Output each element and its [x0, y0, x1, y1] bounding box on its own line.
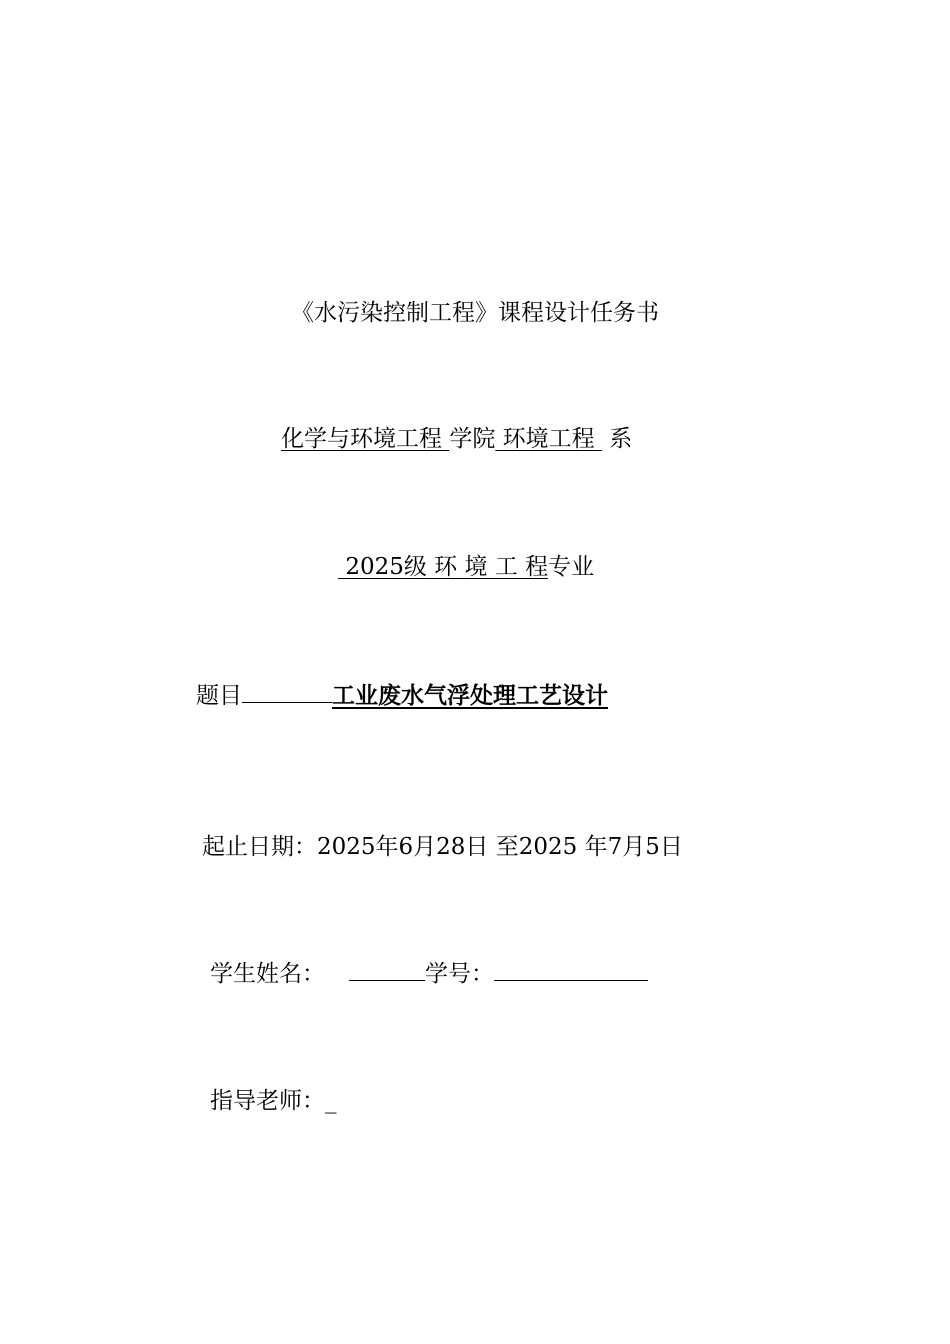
dept-gap-right	[595, 426, 602, 452]
advisor-label: 指导老师：	[210, 1088, 325, 1114]
major-line	[338, 552, 594, 582]
college-suffix: 学院	[449, 426, 496, 452]
date-end: 2025 年7月5日	[518, 834, 683, 860]
dates-label: 起止日期：	[202, 834, 317, 860]
student-id-label: 学号：	[425, 961, 494, 987]
topic-line	[196, 680, 608, 710]
dates-space	[488, 834, 495, 860]
topic-value: 工业废水气浮处理工艺设计	[332, 683, 608, 709]
department-line	[281, 424, 632, 454]
student-name-label: 学生姓名：	[210, 961, 325, 987]
topic-label: 题目	[196, 683, 242, 709]
grade-suffix: 级	[403, 554, 427, 580]
grade-year: 2025	[345, 554, 404, 580]
document-title: 《水污染控制工程》课程设计任务书	[291, 300, 659, 326]
date-start: 2025年6月28日	[317, 834, 489, 860]
dept-name: 环境工程	[502, 426, 595, 452]
college-name: 化学与环境工程	[281, 426, 442, 452]
student-id-field[interactable]	[494, 958, 648, 981]
advisor-value[interactable]: _	[325, 1088, 337, 1114]
major-name: 环 境 工 程	[434, 554, 549, 580]
advisor-line	[210, 1086, 337, 1116]
major-suffix: 专业	[548, 554, 595, 580]
topic-blank	[242, 680, 332, 703]
student-name-field[interactable]	[349, 958, 425, 981]
student-line	[210, 958, 648, 988]
dept-suffix: 系	[609, 426, 633, 452]
dept-gap-left	[495, 426, 502, 452]
dates-separator: 至	[495, 834, 519, 860]
dates-line	[202, 832, 683, 862]
